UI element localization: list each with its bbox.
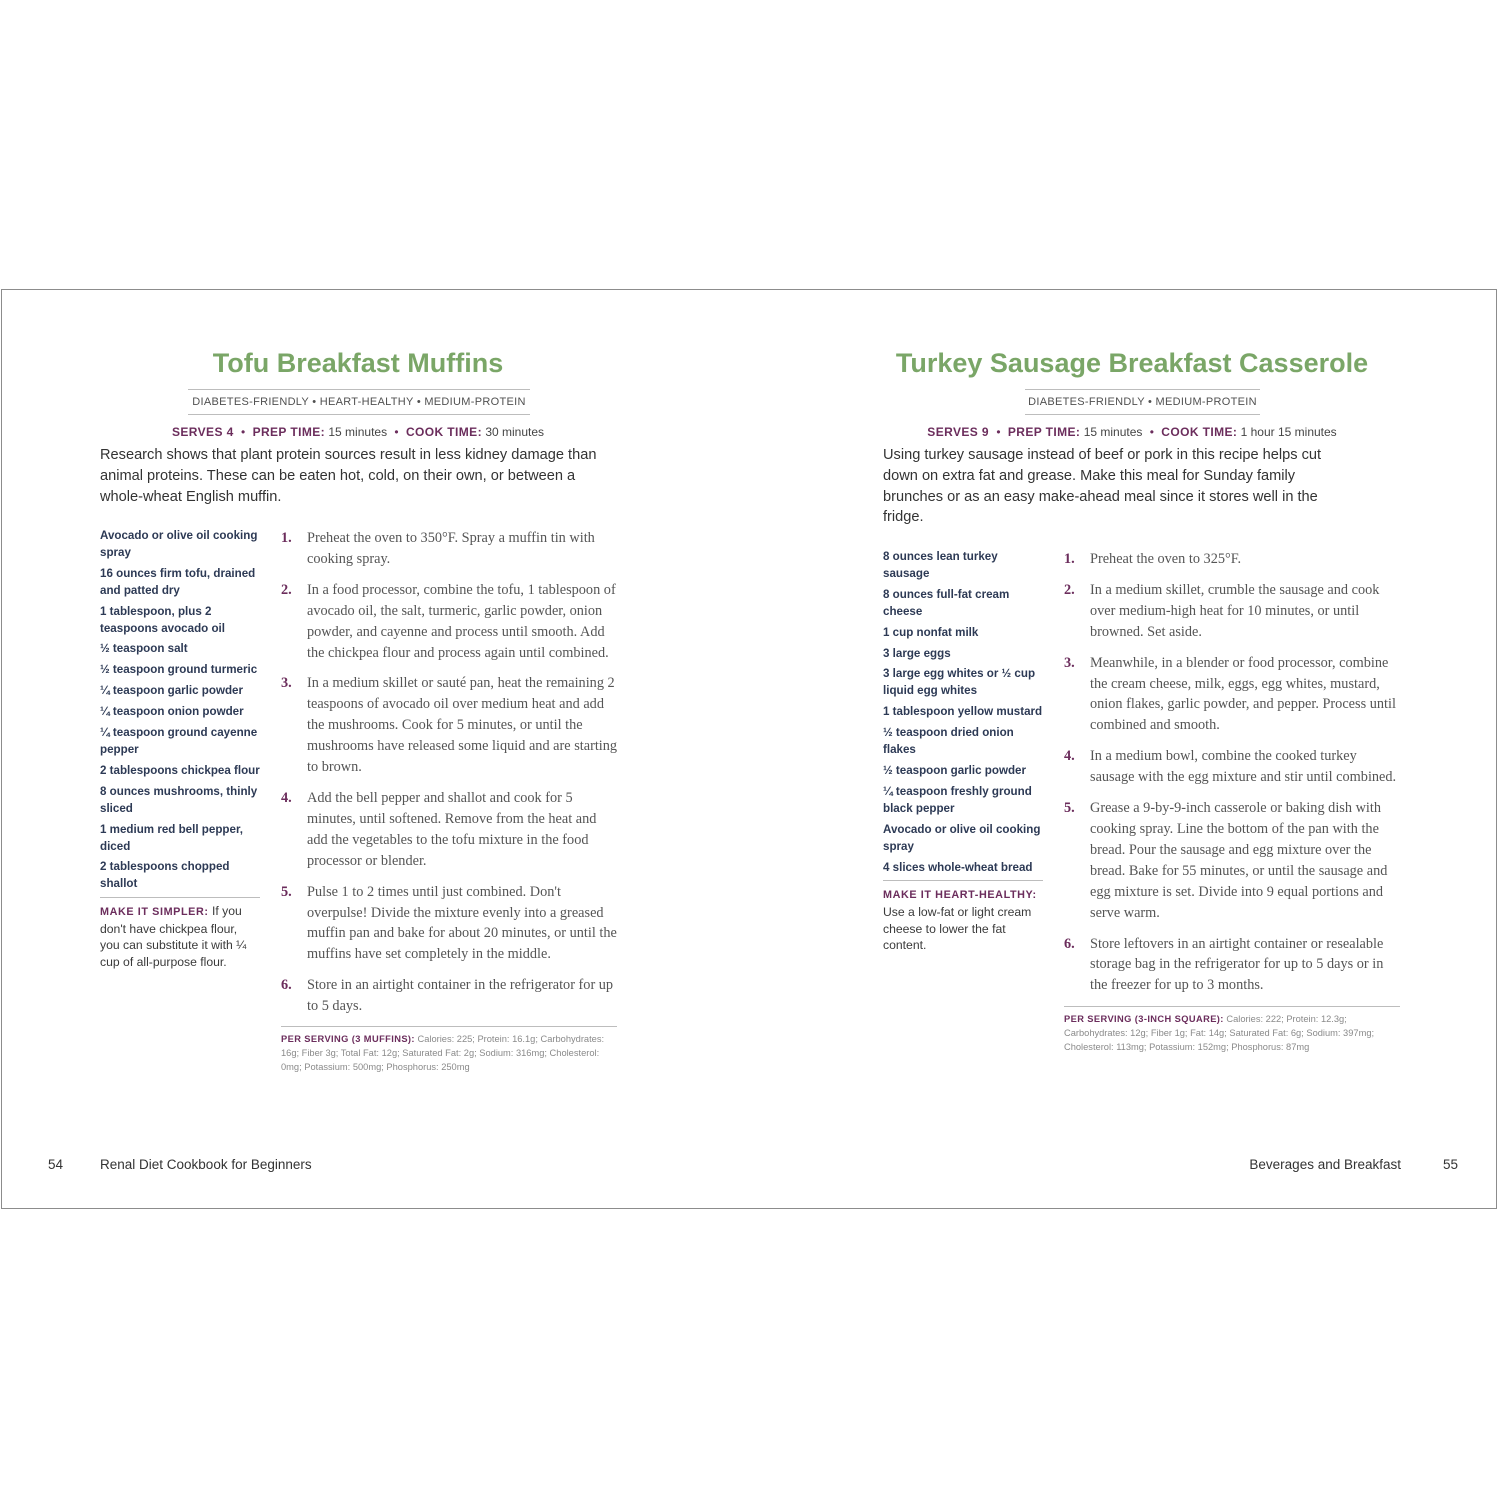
step-text: Meanwhile, in a blender or food processor, combine the cream cheese, milk, eggs, egg whites, mustard, onion flakes, garlic powder, and pepper. Process until combined and smooth. — [1090, 654, 1396, 734]
step-item — [281, 788, 619, 872]
page-number: 54 — [48, 1157, 64, 1172]
book-spread — [1, 289, 1497, 1209]
prep-time-value: 15 minutes — [328, 425, 388, 439]
recipe-title: Turkey Sausage Breakfast Casserole — [895, 348, 1369, 378]
steps-list — [281, 528, 619, 1027]
ingredient-item: ½ teaspoon garlic powder — [883, 763, 1027, 777]
left-page — [2, 290, 750, 1208]
step-text: Store in an airtight container in the refrigerator for up to 5 days. — [307, 977, 614, 1015]
step-item — [1064, 580, 1402, 643]
ingredient-item: ¼ teaspoon onion powder — [100, 705, 244, 719]
ingredient-item: ¼ teaspoon ground cayenne pepper — [100, 726, 258, 756]
serves-label: SERVES 4 — [171, 425, 234, 439]
step-number: 2. — [1064, 581, 1075, 598]
right-page — [750, 290, 1498, 1208]
ingredient-item: 1 medium red bell pepper, diced — [100, 822, 244, 853]
step-number: 4. — [281, 789, 292, 806]
step-item — [281, 975, 619, 1017]
section-title: Beverages and Breakfast — [1249, 1157, 1401, 1172]
tip-text: Use a low-fat or light cream cheese to lower the fat content. — [883, 905, 1032, 953]
recipe-tip — [883, 886, 1043, 953]
step-number: 2. — [281, 581, 292, 598]
recipe-tags: DIABETES-FRIENDLY • MEDIUM-PROTEIN — [1025, 389, 1260, 415]
meta-separator: • — [241, 425, 246, 439]
ingredient-item: 3 large egg whites or ½ cup liquid egg whites — [883, 667, 1036, 698]
recipe-tip — [100, 903, 260, 970]
recipe-meta — [100, 425, 616, 439]
step-number: 4. — [1064, 748, 1075, 765]
recipe-intro: Using turkey sausage instead of beef or pork in this recipe helps cut down on extra fat and grease. Make this meal for Sunday family brunches or as an easy make-ahead meal since it stores well in the fridge. — [883, 447, 1322, 526]
step-number: 3. — [281, 675, 292, 692]
ingredients-list — [883, 549, 1043, 876]
prep-time-label: PREP TIME: — [252, 425, 326, 439]
step-text: Pulse 1 to 2 times until just combined. Don't overpulse! Divide the mixture evenly into a greased muffin pan and bake for about 20 minutes, or until the muffins have set completely in the middle. — [307, 883, 617, 963]
recipe-meta — [862, 425, 1402, 439]
recipe-title: Tofu Breakfast Muffins — [212, 348, 504, 378]
cook-time-value: 30 minutes — [485, 425, 545, 439]
ingredient-item: 8 ounces mushrooms, thinly sliced — [100, 784, 258, 815]
meta-separator: • — [1149, 425, 1154, 439]
ingredients-list — [100, 528, 260, 893]
step-text: Preheat the oven to 350°F. Spray a muffin tin with cooking spray. — [307, 530, 595, 567]
nutrition-info — [281, 1026, 617, 1075]
nutrition-label: PER SERVING (3 MUFFINS): — [281, 1034, 415, 1044]
step-number: 1. — [281, 530, 292, 546]
nutrition-text: Calories: 222; Protein: 12.3g; Carbohydrates: 12g; Fiber 1g; Fat: 14g; Saturated Fat: 6g; Sodium: 397mg; Cholesterol: 113mg; Potassium: 152mg; Phosphorus: 87mg — [1064, 1014, 1375, 1053]
step-text: In a medium skillet or sauté pan, heat the remaining 2 teaspoons of avocado oil over medium heat and add the mushrooms. Cook for 5 minutes, or until the mushrooms have released some liquid and are starting to brown. — [307, 675, 618, 776]
step-number: 5. — [1064, 800, 1075, 817]
step-number: 6. — [1064, 935, 1075, 952]
ingredient-item: 1 tablespoon yellow mustard — [883, 705, 1043, 719]
ingredient-item: ½ teaspoon dried onion flakes — [883, 726, 1014, 757]
book-title: Renal Diet Cookbook for Beginners — [100, 1157, 312, 1172]
step-item — [281, 673, 619, 778]
step-item — [1064, 798, 1402, 923]
step-number: 1. — [1064, 551, 1075, 567]
meta-separator: • — [996, 425, 1001, 439]
cook-time-label: COOK TIME: — [1161, 425, 1238, 439]
tip-label: MAKE IT HEART-HEALTHY: — [883, 889, 1037, 902]
step-text: Add the bell pepper and shallot and cook for 5 minutes, until softened. Remove from the heat and add the vegetables to the tofu mixture in the food processor or blender. — [307, 789, 597, 869]
ingredient-item: 1 tablespoon, plus 2 teaspoons avocado oil — [100, 604, 225, 635]
step-item — [1064, 653, 1402, 737]
meta-separator: • — [394, 425, 399, 439]
step-number: 6. — [281, 977, 292, 994]
step-number: 3. — [1064, 654, 1075, 671]
nutrition-info — [1064, 1006, 1400, 1055]
nutrition-text: Calories: 225; Protein: 16.1g; Carbohydrates: 16g; Fiber 3g; Total Fat: 12g; Saturated Fat: 2g; Sodium: 316mg; Cholesterol: 0mg; Potassium: 500mg; Phosphorus: 250mg — [281, 1034, 605, 1073]
cook-time-value: 1 hour 15 minutes — [1240, 425, 1337, 439]
step-text: In a medium bowl, combine the cooked turkey sausage with the egg mixture and stir until combined. — [1090, 748, 1397, 786]
ingredient-item: 8 ounces lean turkey sausage — [883, 550, 998, 580]
step-item — [281, 528, 619, 570]
ingredient-item: Avocado or olive oil cooking spray — [100, 529, 258, 559]
prep-time-value: 15 minutes — [1083, 425, 1143, 439]
ingredient-item: ¼ teaspoon garlic powder — [100, 684, 244, 698]
step-text: In a medium skillet, crumble the sausage and cook over medium-high heat for 10 minutes, or until browned. Set aside. — [1090, 581, 1380, 640]
recipe-tags: DIABETES-FRIENDLY • HEART-HEALTHY • MEDIUM-PROTEIN — [188, 389, 530, 415]
step-text: Preheat the oven to 325°F. — [1090, 551, 1242, 567]
step-text: Store leftovers in an airtight container or resealable storage bag in the refrigerator for up to 5 days or in the freezer for up to 3 months. — [1090, 935, 1384, 994]
ingredient-item: ½ teaspoon salt — [100, 642, 188, 656]
step-item — [1064, 934, 1402, 997]
ingredients-column — [100, 528, 260, 971]
tip-label: MAKE IT SIMPLER: — [100, 906, 209, 919]
ingredient-item: ¼ teaspoon freshly ground black pepper — [883, 784, 1032, 815]
ingredient-item: 16 ounces firm tofu, drained and patted dry — [100, 566, 256, 597]
step-item — [281, 580, 619, 664]
ingredients-column — [883, 549, 1043, 954]
prep-time-label: PREP TIME: — [1007, 425, 1081, 439]
ingredients-divider — [100, 897, 260, 898]
page-number: 55 — [1442, 1157, 1458, 1172]
ingredient-item: ½ teaspoon ground turmeric — [100, 663, 258, 677]
step-item — [1064, 746, 1402, 788]
ingredient-item: 8 ounces full-fat cream cheese — [883, 587, 1010, 618]
step-item — [1064, 549, 1402, 570]
cook-time-label: COOK TIME: — [405, 425, 482, 439]
step-text: Grease a 9-by-9-inch casserole or baking dish with cooking spray. Line the bottom of the pan with the bread. Pour the sausage and egg mixture over the bread. Bake for 55 minutes, or until the sausage and egg mixture is set. Divide into 9 equal portions and serve warm. — [1090, 800, 1388, 921]
serves-label: SERVES 9 — [927, 425, 989, 439]
ingredient-item: 3 large eggs — [883, 646, 951, 660]
ingredient-item: 4 slices whole-wheat bread — [883, 860, 1033, 874]
steps-list — [1064, 549, 1402, 1006]
ingredient-item: 1 cup nonfat milk — [883, 625, 979, 639]
tip-text: If you don't have chickpea flour, you can substitute it with ¼ cup of all-purpose flour. — [100, 904, 247, 969]
ingredient-item: 2 tablespoons chopped shallot — [100, 860, 230, 891]
step-item — [281, 882, 619, 966]
nutrition-label: PER SERVING (3-INCH SQUARE): — [1064, 1014, 1224, 1024]
ingredients-divider — [883, 880, 1043, 881]
step-text: In a food processor, combine the tofu, 1 tablespoon of avocado oil, the salt, turmeric, garlic powder, onion powder, and cayenne and process until smooth. Add the chickpea flour and process again until combined. — [307, 581, 616, 661]
recipe-intro: Research shows that plant protein sources result in less kidney damage than animal proteins. These can be eaten hot, cold, on their own, or between a whole-wheat English muffin. — [100, 447, 597, 505]
ingredient-item: 2 tablespoons chickpea flour — [100, 763, 260, 777]
step-number: 5. — [281, 883, 292, 900]
ingredient-item: Avocado or olive oil cooking spray — [883, 822, 1041, 853]
